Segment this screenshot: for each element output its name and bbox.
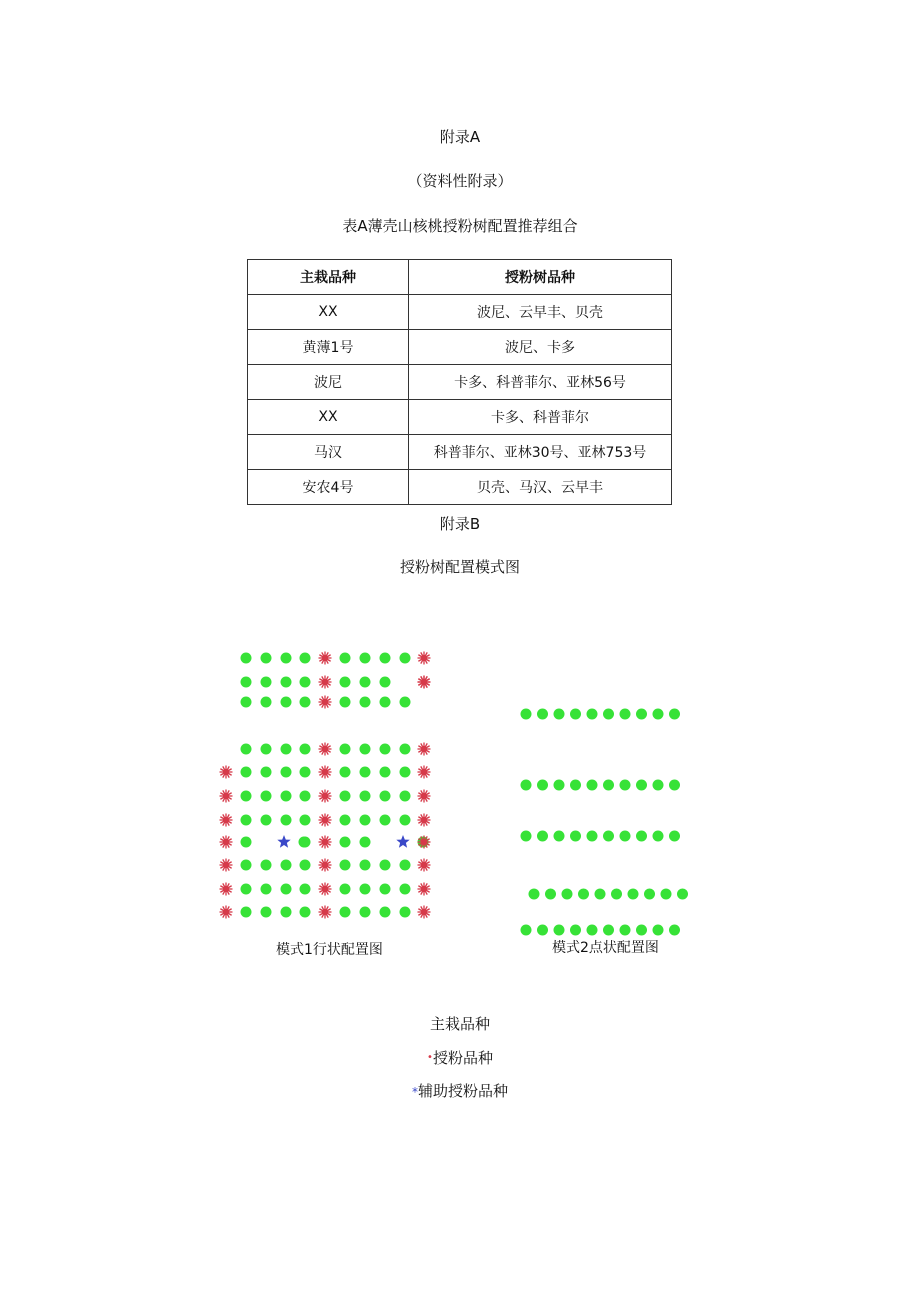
main-tree-icon: [241, 767, 252, 778]
main-tree-icon: [380, 767, 391, 778]
pollinator-cell: 卡多、科普菲尔: [409, 400, 672, 435]
main-tree-icon: [360, 884, 371, 895]
table-row: [248, 295, 672, 330]
pollinator-tree-icon: [220, 859, 233, 872]
main-tree-icon: [241, 677, 252, 688]
main-tree-icon: [281, 697, 292, 708]
main-tree-icon: [400, 767, 411, 778]
pollinator-tree-icon: [319, 676, 332, 689]
main-tree-icon: [545, 889, 556, 900]
main-tree-icon: [281, 653, 292, 664]
pollinator-tree-icon: [418, 883, 431, 896]
legend-pollinator-label: 授粉品种: [432, 1049, 493, 1067]
main-tree-icon: [603, 831, 614, 842]
main-tree-icon: [241, 837, 252, 848]
pollinator-tree-icon: [418, 766, 431, 779]
main-tree-icon: [300, 744, 311, 755]
main-tree-icon: [241, 860, 252, 871]
main-tree-icon: [521, 780, 532, 791]
main-tree-icon: [400, 744, 411, 755]
table-row: [248, 365, 672, 400]
main-tree-icon: [529, 889, 540, 900]
main-tree-icon: [261, 791, 272, 802]
pollinator-tree-icon: [319, 814, 332, 827]
main-tree-icon: [620, 831, 631, 842]
auxiliary-star-icon: *: [411, 1085, 418, 1099]
main-tree-icon: [241, 815, 252, 826]
main-tree-icon: [360, 815, 371, 826]
main-tree-icon: [537, 709, 548, 720]
main-tree-icon: [360, 791, 371, 802]
main-tree-icon: [340, 860, 351, 871]
main-tree-icon: [587, 925, 598, 936]
main-tree-icon: [380, 860, 391, 871]
main-tree-icon: [400, 860, 411, 871]
pollinator-tree-icon: [319, 836, 332, 849]
table-row: [248, 330, 672, 365]
main-tree-icon: [587, 780, 598, 791]
main-tree-icon: [300, 653, 311, 664]
legend-main-variety: [0, 1013, 920, 1034]
main-tree-icon: [400, 815, 411, 826]
main-tree-icon: [380, 815, 391, 826]
table-caption: 表A薄壳山核桃授粉树配置推荐组合: [342, 217, 578, 235]
main-tree-icon: [281, 815, 292, 826]
main-tree-icon: [281, 677, 292, 688]
main-tree-icon: [400, 791, 411, 802]
main-tree-icon: [281, 907, 292, 918]
appendix-a-title: 附录A: [439, 128, 481, 146]
table-header-row: [248, 260, 672, 295]
main-tree-icon: [380, 677, 391, 688]
main-tree-icon: [241, 791, 252, 802]
main-tree-icon: [653, 925, 664, 936]
table-row: [248, 400, 672, 435]
main-tree-icon: [570, 709, 581, 720]
main-tree-icon: [603, 925, 614, 936]
main-tree-icon: [300, 767, 311, 778]
header-pollinator-variety: 授粉树品种: [409, 260, 672, 295]
main-tree-icon: [628, 889, 639, 900]
main-tree-icon: [661, 889, 672, 900]
main-tree-icon: [400, 653, 411, 664]
main-variety-cell: 波尼: [248, 365, 409, 400]
main-tree-icon: [554, 925, 565, 936]
main-tree-icon: [300, 791, 311, 802]
main-tree-icon: [261, 884, 272, 895]
main-tree-icon: [595, 889, 606, 900]
pollinator-cell: 卡多、科普菲尔、亚林56号: [409, 365, 672, 400]
main-tree-icon: [653, 780, 664, 791]
main-tree-icon: [261, 697, 272, 708]
main-tree-icon: [570, 831, 581, 842]
main-tree-icon: [669, 780, 680, 791]
pollinator-cell: 波尼、云早丰、贝壳: [409, 295, 672, 330]
main-variety-cell: XX: [248, 400, 409, 435]
pollinator-tree-icon: [319, 859, 332, 872]
main-tree-icon: [261, 815, 272, 826]
main-tree-icon: [360, 837, 371, 848]
auxiliary-star-icon: [277, 835, 290, 848]
main-tree-icon: [340, 677, 351, 688]
main-tree-icon: [570, 925, 581, 936]
main-tree-icon: [611, 889, 622, 900]
main-tree-icon: [603, 780, 614, 791]
pollinator-dot-icon: •: [427, 1052, 433, 1063]
main-tree-icon: [340, 697, 351, 708]
main-variety-cell: 马汉: [248, 435, 409, 470]
pollinator-cell: 贝壳、马汉、云早丰: [409, 470, 672, 505]
main-tree-icon: [677, 889, 688, 900]
appendix-b-title: 附录B: [439, 515, 481, 533]
main-tree-icon: [521, 709, 532, 720]
main-tree-icon: [521, 925, 532, 936]
main-tree-icon: [261, 744, 272, 755]
main-tree-icon: [300, 907, 311, 918]
main-tree-icon: [537, 780, 548, 791]
main-tree-icon: [380, 907, 391, 918]
legend-auxiliary: [0, 1080, 920, 1101]
main-tree-icon: [241, 884, 252, 895]
pollination-table: [247, 259, 672, 505]
main-tree-icon: [340, 907, 351, 918]
main-tree-icon: [340, 791, 351, 802]
main-tree-icon: [620, 780, 631, 791]
main-tree-icon: [636, 709, 647, 720]
main-tree-icon: [554, 709, 565, 720]
main-tree-icon: [603, 709, 614, 720]
header-main-variety: 主栽品种: [248, 260, 409, 295]
appendix-b-subtitle: 授粉树配置模式图: [399, 558, 520, 576]
main-tree-icon: [620, 925, 631, 936]
main-tree-icon: [241, 697, 252, 708]
main-tree-icon: [360, 744, 371, 755]
legend-pollinator: [0, 1047, 920, 1068]
main-tree-icon: [340, 837, 351, 848]
pollinator-tree-icon: [220, 766, 233, 779]
main-tree-icon: [281, 860, 292, 871]
pollinator-tree-icon: [220, 836, 233, 849]
main-tree-icon: [400, 884, 411, 895]
main-tree-icon: [380, 791, 391, 802]
pollinator-tree-icon: [319, 652, 332, 665]
main-tree-icon: [261, 653, 272, 664]
main-tree-icon: [340, 744, 351, 755]
main-variety-cell: 安农4号: [248, 470, 409, 505]
main-tree-icon: [300, 815, 311, 826]
main-tree-icon: [578, 889, 589, 900]
main-tree-icon: [300, 677, 311, 688]
main-tree-icon: [340, 653, 351, 664]
main-tree-icon: [261, 767, 272, 778]
table-row: [248, 435, 672, 470]
main-tree-icon: [261, 907, 272, 918]
pollinator-tree-icon: [319, 743, 332, 756]
mode2-point-pattern-diagram: [510, 700, 690, 945]
main-variety-cell: 黄薄1号: [248, 330, 409, 365]
mode1-caption: 模式1行状配置图: [276, 942, 383, 958]
pollinator-tree-icon: [220, 790, 233, 803]
main-tree-icon: [261, 860, 272, 871]
main-tree-icon: [400, 907, 411, 918]
pollinator-tree-icon: [319, 883, 332, 896]
main-tree-icon: [380, 744, 391, 755]
main-tree-icon: [554, 831, 565, 842]
main-tree-icon: [340, 767, 351, 778]
main-tree-icon: [241, 653, 252, 664]
main-tree-icon: [400, 697, 411, 708]
main-tree-icon: [636, 831, 647, 842]
main-tree-icon: [380, 653, 391, 664]
main-tree-icon: [281, 884, 292, 895]
main-tree-icon: [340, 884, 351, 895]
main-tree-icon: [300, 884, 311, 895]
main-tree-icon: [669, 831, 680, 842]
main-tree-icon: [300, 697, 311, 708]
pollinator-tree-icon: [418, 906, 431, 919]
main-tree-icon: [281, 767, 292, 778]
main-tree-icon: [261, 677, 272, 688]
main-tree-icon: [653, 709, 664, 720]
main-tree-icon: [620, 709, 631, 720]
main-tree-icon: [300, 837, 311, 848]
pollinator-tree-icon: [418, 790, 431, 803]
main-tree-icon: [380, 884, 391, 895]
pollinator-tree-icon: [418, 836, 431, 849]
main-tree-icon: [570, 780, 581, 791]
main-tree-icon: [562, 889, 573, 900]
pollinator-tree-icon: [418, 652, 431, 665]
main-tree-icon: [241, 907, 252, 918]
main-tree-icon: [636, 780, 647, 791]
main-tree-icon: [340, 815, 351, 826]
main-tree-icon: [360, 767, 371, 778]
main-tree-icon: [587, 831, 598, 842]
legend-main-label: 主栽品种: [429, 1015, 490, 1033]
mode1-row-pattern-diagram: [210, 640, 440, 930]
pollinator-tree-icon: [220, 883, 233, 896]
table-row: [248, 470, 672, 505]
auxiliary-star-icon: [396, 835, 409, 848]
pollinator-tree-icon: [418, 814, 431, 827]
main-tree-icon: [521, 831, 532, 842]
pollinator-tree-icon: [319, 790, 332, 803]
appendix-a-subtitle: （资料性附录）: [407, 172, 513, 190]
main-tree-icon: [241, 744, 252, 755]
pollinator-tree-icon: [418, 743, 431, 756]
main-tree-icon: [360, 860, 371, 871]
main-tree-icon: [554, 780, 565, 791]
main-tree-icon: [636, 925, 647, 936]
main-tree-icon: [537, 925, 548, 936]
main-tree-icon: [380, 697, 391, 708]
main-tree-icon: [587, 709, 598, 720]
pollinator-tree-icon: [418, 859, 431, 872]
main-tree-icon: [669, 925, 680, 936]
main-tree-icon: [537, 831, 548, 842]
main-tree-icon: [644, 889, 655, 900]
pollinator-cell: 波尼、卡多: [409, 330, 672, 365]
pollinator-cell: 科普菲尔、亚林30号、亚林753号: [409, 435, 672, 470]
main-tree-icon: [669, 709, 680, 720]
main-tree-icon: [281, 791, 292, 802]
main-tree-icon: [281, 744, 292, 755]
main-tree-icon: [360, 907, 371, 918]
pollinator-tree-icon: [319, 766, 332, 779]
legend-auxiliary-label: 辅助授粉品种: [417, 1082, 508, 1100]
main-tree-icon: [653, 831, 664, 842]
pollinator-tree-icon: [319, 696, 332, 709]
main-variety-cell: XX: [248, 295, 409, 330]
pollinator-tree-icon: [319, 906, 332, 919]
main-tree-icon: [360, 653, 371, 664]
pollinator-tree-icon: [220, 814, 233, 827]
main-tree-icon: [360, 697, 371, 708]
pollinator-tree-icon: [220, 906, 233, 919]
main-tree-icon: [360, 677, 371, 688]
pollinator-tree-icon: [418, 676, 431, 689]
mode2-caption: 模式2点状配置图: [552, 940, 659, 956]
main-tree-icon: [300, 860, 311, 871]
